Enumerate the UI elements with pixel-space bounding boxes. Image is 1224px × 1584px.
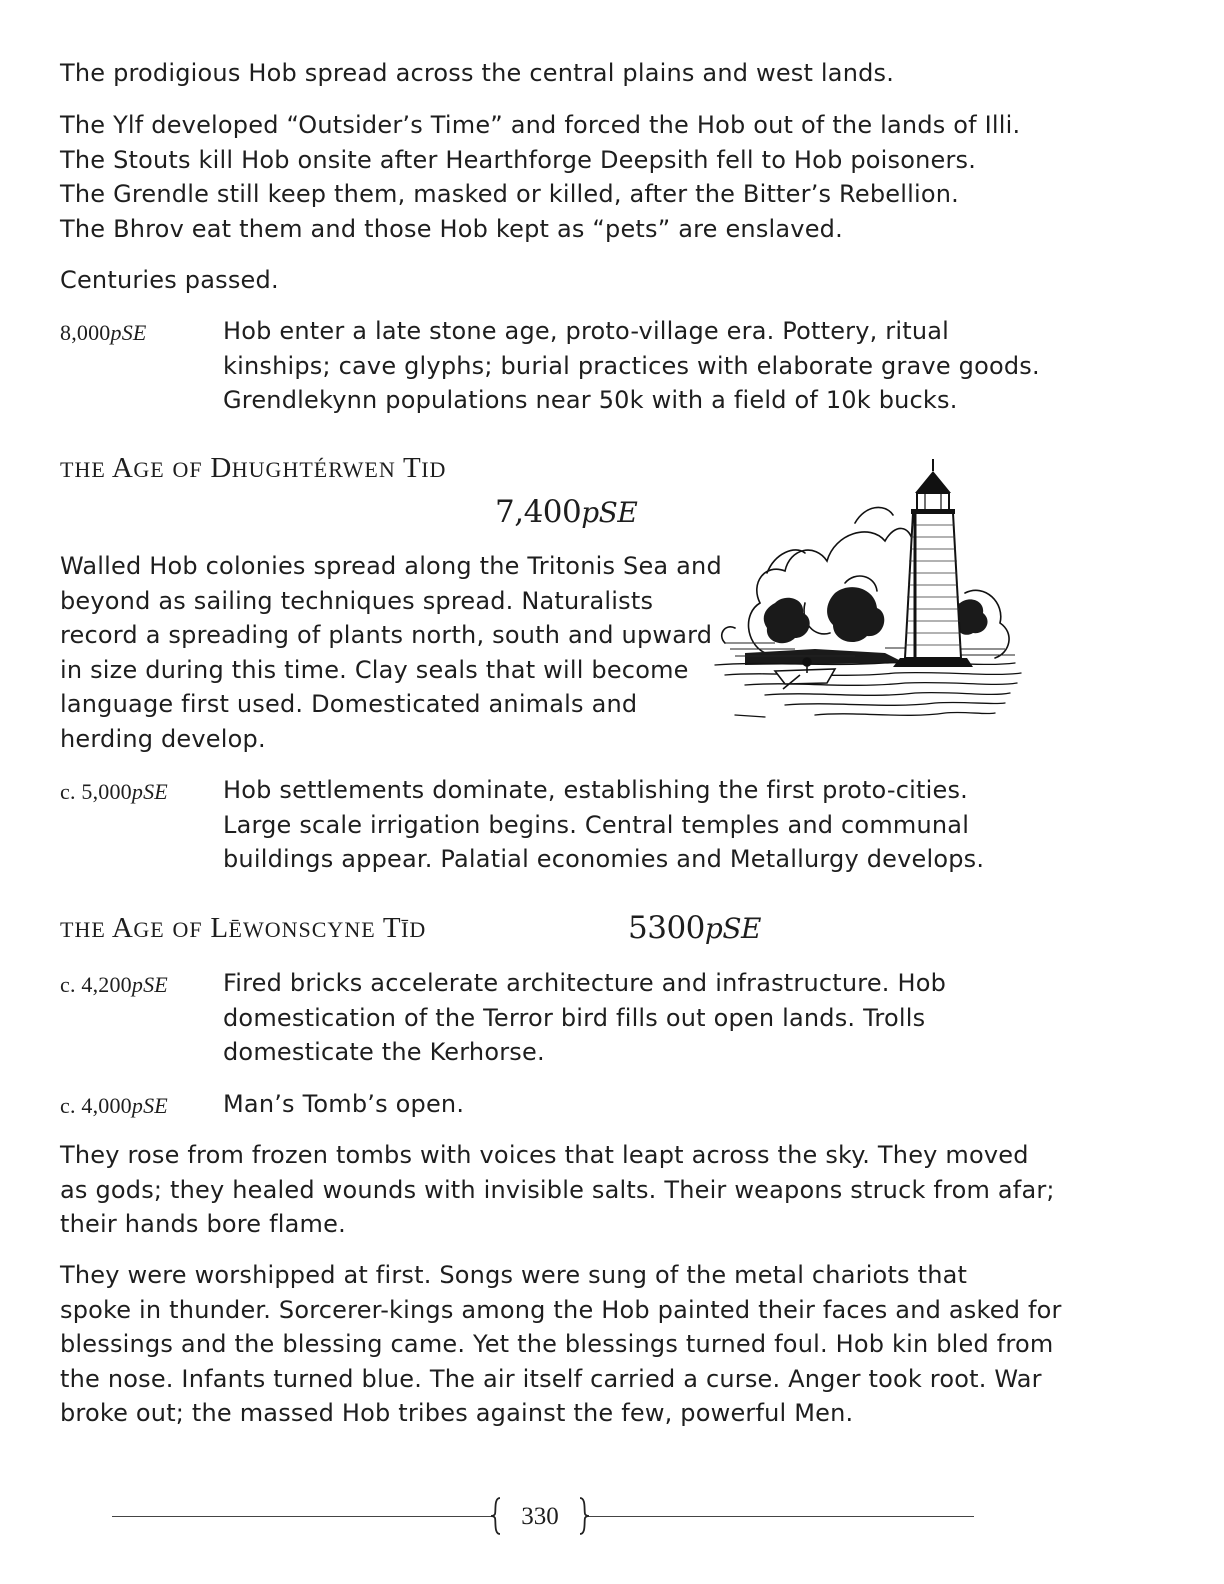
text-line: beyond as sailing techniques spread. Naturalists	[60, 586, 654, 615]
tombs-paragraph	[60, 1138, 1055, 1242]
text-line: kinships; cave glyphs; burial practices with elaborate grave goods.	[223, 351, 1040, 380]
age-date-5300: 5300pSE	[628, 910, 761, 946]
text-line: language first used. Domesticated animals and	[60, 690, 638, 718]
text-line: The Stouts kill Hob onsite after Hearthforge Deepsith fell to Hob poisoners.	[60, 145, 977, 174]
entry-text	[223, 1087, 464, 1122]
text-line: broke out; the massed Hob tribes against the few, powerful Men.	[60, 1399, 854, 1427]
entry-date: c. 5,000pSE	[60, 779, 168, 804]
entry-date: 8,000pSE	[60, 320, 147, 345]
text-line: The Grendle still keep them, masked or killed, after the Bitter’s Rebellion.	[60, 180, 959, 208]
right-brace-icon	[578, 1496, 590, 1536]
lighthouse-illustration	[705, 453, 1023, 731]
age-heading-lewonscyne: THE AGE OF LĒWONSCYNE TĪD	[60, 912, 427, 944]
text-line: The Bhrov eat them and those Hob kept as “pets” are enslaved.	[60, 214, 843, 243]
entry-date: c. 4,000pSE	[60, 1093, 168, 1118]
text-line: spoke in thunder. Sorcerer-kings among the Hob painted their faces and asked for	[60, 1295, 1062, 1324]
text-line: herding develop.	[60, 724, 266, 753]
text-line: the nose. Infants turned blue. The air itself carried a curse. Anger took root. War	[60, 1364, 1042, 1393]
intro-line	[60, 56, 894, 91]
left-brace-icon	[490, 1496, 502, 1536]
age-date-7400: 7,400pSE	[495, 494, 638, 530]
footer-rule-right	[588, 1516, 974, 1517]
centuries-line	[60, 263, 279, 298]
entry-date: c. 4,200pSE	[60, 972, 168, 997]
text-line: blessings and the blessing came. Yet the blessings turned foul. Hob kin bled from	[60, 1330, 1054, 1358]
text-line: Man’s Tomb’s open.	[223, 1090, 465, 1118]
worship-paragraph	[60, 1258, 1062, 1431]
text-line: Centuries passed.	[60, 266, 279, 294]
entry-text	[223, 314, 1040, 418]
page-number: 330	[490, 1496, 590, 1538]
text-line: They rose from frozen tombs with voices that leapt across the sky. They moved	[60, 1141, 1029, 1169]
text-line: Hob enter a late stone age, proto-village era. Pottery, ritual	[223, 317, 950, 345]
text-line: domesticate the Kerhorse.	[223, 1038, 545, 1066]
age-paragraph-dhughterwen	[60, 549, 722, 756]
text-line: as gods; they healed wounds with invisible salts. Their weapons struck from afar;	[60, 1175, 1055, 1204]
text-line: Walled Hob colonies spread along the Tritonis Sea and	[60, 552, 722, 580]
text-line: Grendlekynn populations near 50k with a field of 10k bucks.	[223, 386, 958, 414]
footer-rule-left	[112, 1516, 494, 1517]
text-line: their hands bore flame.	[60, 1210, 346, 1238]
entry-text	[223, 966, 946, 1070]
text-line: The Ylf developed “Outsider’s Time” and forced the Hob out of the lands of Illi.	[60, 111, 1021, 139]
text-line: domestication of the Terror bird fills out open lands. Trolls	[223, 1003, 926, 1032]
text-line: in size during this time. Clay seals that will become	[60, 655, 689, 684]
entry-text	[223, 773, 984, 877]
peoples-paragraph	[60, 108, 1020, 246]
text-line: record a spreading of plants north, south and upward	[60, 621, 713, 649]
text-line: The prodigious Hob spread across the central plains and west lands.	[60, 59, 895, 87]
text-line: Large scale irrigation begins. Central temples and communal	[223, 810, 970, 839]
text-line: Hob settlements dominate, establishing the first proto-cities.	[223, 776, 968, 804]
age-heading-dhughterwen: THE AGE OF DHUGHTÉRWEN TID	[60, 452, 447, 484]
text-line: They were worshipped at first. Songs were sung of the metal chariots that	[60, 1261, 968, 1289]
text-line: buildings appear. Palatial economies and Metallurgy develops.	[223, 845, 985, 873]
text-line: Fired bricks accelerate architecture and infrastructure. Hob	[223, 969, 947, 997]
